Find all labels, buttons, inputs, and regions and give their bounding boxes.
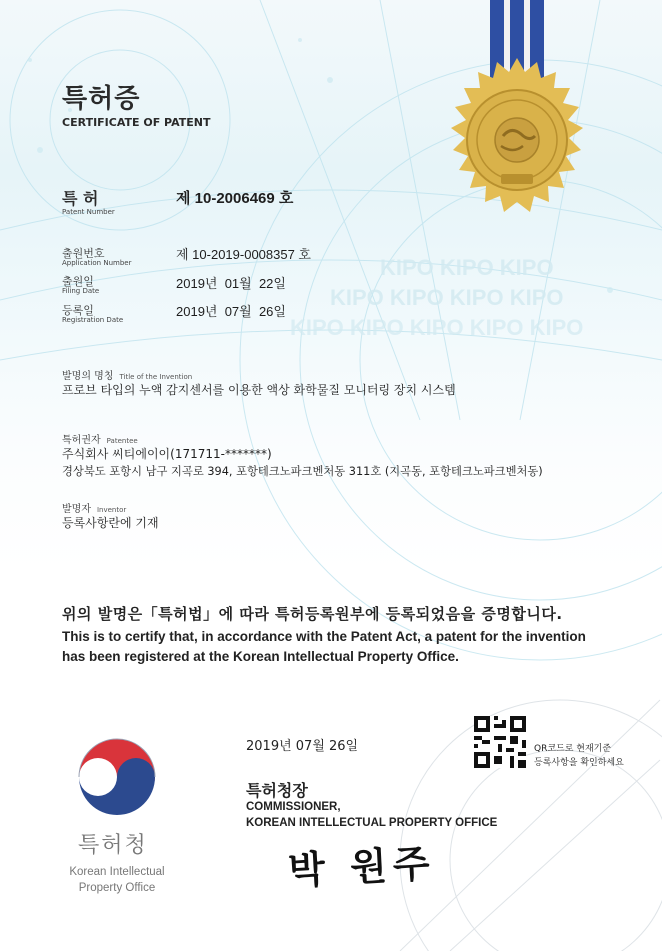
- kipo-logo-icon: [76, 736, 158, 818]
- qr-text: [534, 742, 624, 770]
- patentee-name: 주식회사 씨티에이이(171711-*******): [62, 447, 272, 461]
- application-number-label-kr: 출원번호: [62, 247, 105, 260]
- patentee-label-en: Patentee: [106, 437, 138, 445]
- qr-text-line2: 등록사항을 확인하세요: [534, 758, 624, 768]
- invention-label-kr: 발명의 명칭: [62, 371, 114, 382]
- patent-number-label-kr: 특 허: [62, 189, 99, 208]
- registration-date-label-en: Registration Date: [62, 316, 124, 324]
- invention-title: 프로브 타입의 누액 감지센서를 이용한 액상 화학물질 모니터링 장치 시스템: [62, 383, 456, 397]
- inventor-value: 등록사항란에 기재: [62, 516, 159, 530]
- commissioner-en-line2: KOREAN INTELLECTUAL PROPERTY OFFICE: [246, 817, 498, 829]
- issue-date: 2019년 07월 26일: [246, 739, 359, 754]
- certification-en-line1: This is to certify that, in accordance with the Patent Act, a patent for the invention: [62, 629, 586, 644]
- inventor-label-kr: 발명자: [62, 504, 91, 515]
- registration-date-label-kr: 등록일: [62, 304, 94, 317]
- qr-text-line1: QR코드로 현재기준: [534, 744, 612, 754]
- gold-seal: [440, 0, 620, 230]
- invention-label-en: Title of the Invention: [119, 373, 193, 381]
- patent-number-value: 제 10-2006469 호: [176, 190, 294, 207]
- inventor-label-en: Inventor: [96, 506, 127, 514]
- certificate-title-en: CERTIFICATE OF PATENT: [62, 116, 211, 129]
- office-name-en-line2: Property Office: [78, 882, 156, 894]
- application-number-value: 제 10-2019-0008357 호: [176, 247, 311, 262]
- certificate-title-kr: 특허증: [62, 84, 141, 114]
- patent-number-label-en: Patent Number: [62, 208, 115, 216]
- patentee-label-kr: 특허권자: [62, 435, 101, 446]
- commissioner-kr: 특허청장: [246, 781, 308, 800]
- office-name-en: [54, 864, 180, 896]
- certification-en-line2: has been registered at the Korean Intellectual Property Office.: [62, 649, 459, 664]
- office-name-kr: 특허청: [78, 833, 148, 858]
- certification-kr: 위의 발명은「특허법」에 따라 특허등록원부에 등록되었음을 증명합니다.: [62, 605, 563, 623]
- svg-text:KIPO KIPO KIPO KIPO: KIPO KIPO KIPO KIPO: [330, 285, 564, 310]
- svg-text:KIPO KIPO KIPO KIPO KIPO: KIPO KIPO KIPO KIPO KIPO: [290, 315, 584, 340]
- filing-date-value: 2019년 01월 22일: [176, 276, 286, 291]
- qr-code-icon: [474, 716, 526, 768]
- application-number-label-en: Application Number: [62, 259, 132, 267]
- office-name-en-line1: Korean Intellectual: [69, 866, 165, 878]
- registration-date-value: 2019년 07월 26일: [176, 304, 286, 319]
- signature: 박 원주: [287, 840, 437, 893]
- filing-date-label-kr: 출원일: [62, 275, 94, 288]
- commissioner-en-line1: COMMISSIONER,: [246, 801, 341, 813]
- patentee-address: 경상북도 포항시 남구 지곡로 394, 포항테크노파크벤처동 311호 (지곡동, 포항테크노파크벤처동): [62, 465, 543, 478]
- svg-text:KIPO KIPO KIPO: KIPO KIPO KIPO: [380, 255, 554, 280]
- filing-date-label-en: Filing Date: [62, 287, 100, 295]
